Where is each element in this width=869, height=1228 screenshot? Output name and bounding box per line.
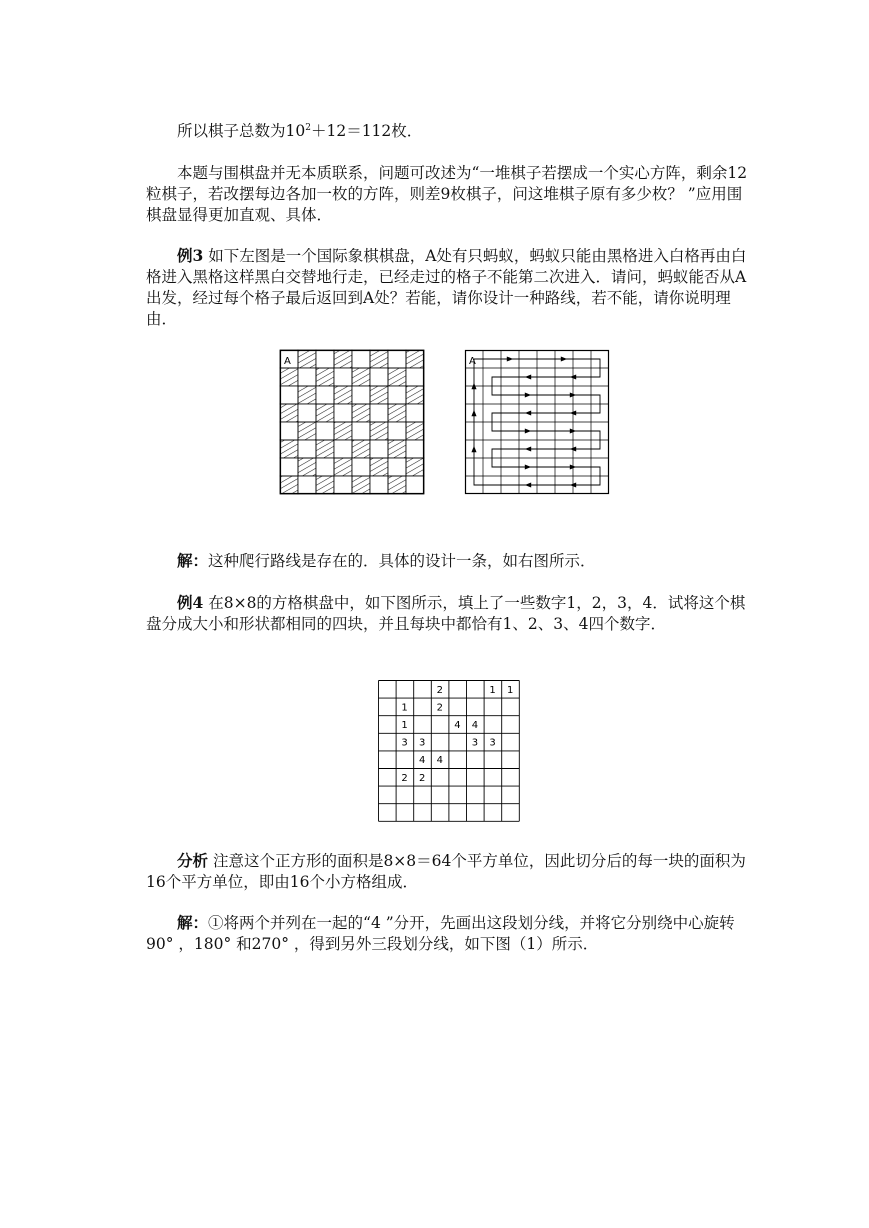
chess-cell-light	[352, 386, 370, 404]
chess-cell-dark	[406, 458, 424, 476]
chess-cell-light	[370, 368, 388, 386]
solution-4-text: ①将两个并列在一起的“4 ”分开，先画出这段划分线，并将它分别绕中心旋转90° ，180° 和270° ，得到另外三段划分线，如下图（1）所示．	[146, 914, 735, 953]
chess-cell-dark	[388, 368, 406, 386]
chessboard-label-a: A	[284, 356, 291, 367]
chess-cell-light	[298, 368, 316, 386]
example-3-label: 例3	[177, 246, 204, 265]
chess-cell-dark	[334, 422, 352, 440]
example-4-label: 例4	[177, 593, 204, 612]
paragraph-example-4	[146, 592, 748, 635]
number-grid-figure	[378, 680, 520, 822]
chess-cell-light	[388, 386, 406, 404]
example-3-text: 如下左图是一个国际象棋棋盘，A处有只蚂蚁，蚂蚁只能由黑格进入白格再由白格进入黑格这样黑白交替地行走，已经走过的格子不能第二次进入．请问，蚂蚁能否从A出发，经过每个格子最后返回到A处？若能，请你设计一种路线，若不能，请你说明理由．	[146, 247, 747, 328]
direction-arrow	[471, 446, 476, 452]
chess-cell-light	[406, 440, 424, 458]
chess-cell-light	[280, 386, 298, 404]
chess-cell-dark	[298, 350, 316, 368]
chess-cell-light	[316, 422, 334, 440]
chess-cell-dark	[370, 350, 388, 368]
chess-cell-light	[280, 458, 298, 476]
chess-cell-light	[298, 476, 316, 494]
chess-cell-light	[334, 440, 352, 458]
chess-cell-dark	[388, 476, 406, 494]
chess-cell-light	[406, 476, 424, 494]
direction-arrow	[525, 446, 531, 451]
chess-cell-light	[370, 476, 388, 494]
grid-number: 4	[436, 755, 443, 767]
chess-cell-light	[352, 350, 370, 368]
grid-number: 2	[401, 772, 408, 784]
paragraph-solution-4	[146, 912, 748, 955]
paragraph-total-count	[146, 121, 748, 142]
analysis-text: 注意这个正方形的面积是8×8＝64个平方单位，因此切分后的每一块的面积为16个平方单位，即由16个小方格组成．	[146, 852, 746, 891]
paragraph-solution-3	[146, 550, 748, 572]
chess-cell-dark	[370, 422, 388, 440]
chess-cell-light	[280, 422, 298, 440]
paragraph-analysis	[146, 850, 748, 893]
direction-arrow	[525, 392, 531, 397]
grid-number: 1	[401, 720, 408, 731]
chess-cell-light	[334, 404, 352, 422]
chess-cell-dark	[316, 440, 334, 458]
chess-cell-light	[406, 368, 424, 386]
solution-3-label: 解：	[177, 551, 209, 570]
example-4-text: 在8×8的方格棋盘中，如下图所示，填上了一些数字1，2，3，4．试将这个棋盘分成大小和形状都相同的四块，并且每块中都恰有1、2、3、4四个数字．	[146, 594, 746, 633]
grid-number: 1	[507, 684, 514, 696]
chess-cell-dark	[406, 422, 424, 440]
chess-cell-dark	[298, 458, 316, 476]
grid-number: 1	[401, 702, 408, 714]
chess-cell-light	[370, 440, 388, 458]
chess-cell-dark	[406, 350, 424, 368]
chess-cell-light	[388, 350, 406, 368]
chess-cell-light	[406, 404, 424, 422]
grid-number: 3	[489, 737, 496, 749]
paragraph-example-3	[146, 245, 748, 330]
grid-number: 2	[436, 702, 443, 714]
chess-cell-light	[388, 422, 406, 440]
analysis-label: 分析	[177, 851, 209, 870]
chess-cell-dark	[316, 476, 334, 494]
grid-number: 3	[471, 737, 479, 749]
chess-cell-dark	[334, 350, 352, 368]
grid-number: 2	[436, 684, 443, 696]
chess-cell-light	[334, 368, 352, 386]
grid-number: 1	[489, 684, 496, 696]
grid-number: 4	[454, 720, 461, 731]
chess-cell-dark	[280, 440, 298, 458]
direction-arrow	[525, 464, 531, 469]
chessboard-figure	[280, 350, 425, 495]
grid-number: 3	[401, 737, 408, 749]
chess-cell-dark	[352, 368, 370, 386]
chess-cell-dark	[370, 458, 388, 476]
chess-cell-dark	[280, 368, 298, 386]
direction-arrow	[525, 374, 531, 379]
chess-cell-dark	[334, 386, 352, 404]
direction-arrow	[525, 428, 531, 433]
chess-cell-light	[352, 458, 370, 476]
chess-cell-dark	[352, 404, 370, 422]
chess-cell-dark	[388, 440, 406, 458]
chess-cell-light	[370, 404, 388, 422]
direction-arrow	[525, 410, 531, 415]
chess-cell-dark	[334, 458, 352, 476]
grid-number: 3	[419, 737, 426, 749]
ant-path-figure	[465, 350, 610, 495]
chess-cell-dark	[280, 404, 298, 422]
chess-cell-light	[352, 422, 370, 440]
paragraph-restatement	[146, 163, 748, 226]
chess-cell-dark	[388, 404, 406, 422]
grid-number: 4	[419, 755, 426, 767]
chess-cell-light	[316, 350, 334, 368]
chess-cell-dark	[298, 386, 316, 404]
chess-cell-light	[316, 458, 334, 476]
total-count-suffix: ＋12＝112枚．	[310, 122, 423, 140]
chess-cell-light	[334, 476, 352, 494]
grid-number: 4	[471, 720, 479, 731]
chess-cell-dark	[370, 386, 388, 404]
solution-3-text: 这种爬行路线是存在的．具体的设计一条，如右图所示．	[208, 552, 596, 570]
direction-arrow	[525, 482, 531, 487]
chess-cell-light	[316, 386, 334, 404]
path-board-label-a: A	[469, 356, 476, 367]
chess-cell-dark	[280, 476, 298, 494]
grid-number: 2	[419, 772, 426, 784]
chess-cell-dark	[316, 368, 334, 386]
chess-cell-dark	[298, 422, 316, 440]
direction-arrow	[507, 356, 513, 361]
chess-cell-light	[298, 440, 316, 458]
chess-cell-dark	[352, 440, 370, 458]
direction-arrow	[471, 410, 476, 416]
total-count-prefix: 所以棋子总数为10	[177, 122, 306, 140]
chess-cell-dark	[406, 386, 424, 404]
chess-cell-dark	[316, 404, 334, 422]
chess-cell-light	[298, 404, 316, 422]
solution-4-label: 解：	[177, 913, 209, 932]
exponent: 2	[305, 123, 311, 133]
chess-cell-dark	[352, 476, 370, 494]
chess-cell-light	[388, 458, 406, 476]
direction-arrow	[561, 356, 567, 361]
restatement-text: 本题与围棋盘并无本质联系，问题可改述为“一堆棋子若摆成一个实心方阵，剩余12粒棋子，若改摆每边各加一枚的方阵，则差9枚棋子，问这堆棋子原有多少枚？ ”应用围棋盘显得更加直观、具体．	[146, 164, 748, 224]
